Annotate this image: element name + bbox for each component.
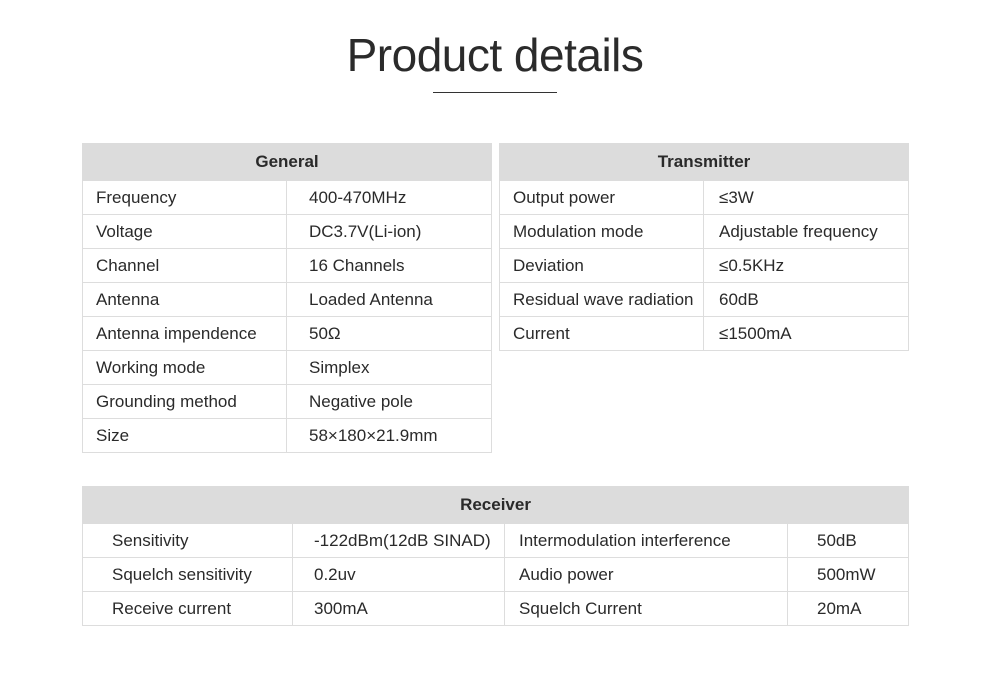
table-row <box>500 317 909 351</box>
spec-label: Sensitivity <box>83 524 293 558</box>
spec-value: 58×180×21.9mm <box>287 419 492 453</box>
receiver-heading: Receiver <box>83 487 909 524</box>
table-row <box>83 181 492 215</box>
spec-value: 50dB <box>788 524 909 558</box>
spec-label: Residual wave radiation <box>500 283 704 317</box>
table-row <box>83 351 492 385</box>
spec-label: Modulation mode <box>500 215 704 249</box>
spec-label: Squelch sensitivity <box>83 558 293 592</box>
table-row <box>83 215 492 249</box>
receiver-spec-table <box>82 486 909 626</box>
spec-value: 0.2uv <box>293 558 505 592</box>
spec-label: Working mode <box>83 351 287 385</box>
table-row <box>500 249 909 283</box>
general-heading: General <box>83 144 492 181</box>
spec-value: ≤1500mA <box>704 317 909 351</box>
spec-label: Output power <box>500 181 704 215</box>
spec-value: ≤0.5KHz <box>704 249 909 283</box>
spec-label: Grounding method <box>83 385 287 419</box>
spec-label: Size <box>83 419 287 453</box>
spec-label: Receive current <box>83 592 293 626</box>
spec-value: 16 Channels <box>287 249 492 283</box>
spec-label: Voltage <box>83 215 287 249</box>
page-title: Product details <box>346 29 644 81</box>
table-row <box>83 283 492 317</box>
transmitter-spec-table <box>499 143 909 351</box>
spec-value: 60dB <box>704 283 909 317</box>
spec-value: Negative pole <box>287 385 492 419</box>
spec-value: DC3.7V(Li-ion) <box>287 215 492 249</box>
table-row <box>83 317 492 351</box>
spec-label: Frequency <box>83 181 287 215</box>
spec-label: Antenna impendence <box>83 317 287 351</box>
general-spec-table <box>82 143 492 453</box>
table-row <box>83 558 909 592</box>
transmitter-heading: Transmitter <box>500 144 909 181</box>
spec-value: ≤3W <box>704 181 909 215</box>
table-row <box>500 181 909 215</box>
spec-value: -122dBm(12dB SINAD) <box>293 524 505 558</box>
spec-value: Adjustable frequency <box>704 215 909 249</box>
table-row <box>83 385 492 419</box>
spec-label: Intermodulation interference <box>505 524 788 558</box>
spec-value: 500mW <box>788 558 909 592</box>
spec-label: Deviation <box>500 249 704 283</box>
title-underline <box>433 92 557 93</box>
spec-label: Current <box>500 317 704 351</box>
spec-label: Audio power <box>505 558 788 592</box>
spec-value: 20mA <box>788 592 909 626</box>
table-row <box>83 419 492 453</box>
table-row <box>83 524 909 558</box>
table-row <box>83 592 909 626</box>
spec-value: Loaded Antenna <box>287 283 492 317</box>
spec-label: Antenna <box>83 283 287 317</box>
table-row <box>500 283 909 317</box>
spec-value: 300mA <box>293 592 505 626</box>
spec-label: Squelch Current <box>505 592 788 626</box>
spec-value: 50Ω <box>287 317 492 351</box>
spec-value: Simplex <box>287 351 492 385</box>
table-row <box>500 215 909 249</box>
spec-value: 400-470MHz <box>287 181 492 215</box>
table-row <box>83 249 492 283</box>
spec-label: Channel <box>83 249 287 283</box>
